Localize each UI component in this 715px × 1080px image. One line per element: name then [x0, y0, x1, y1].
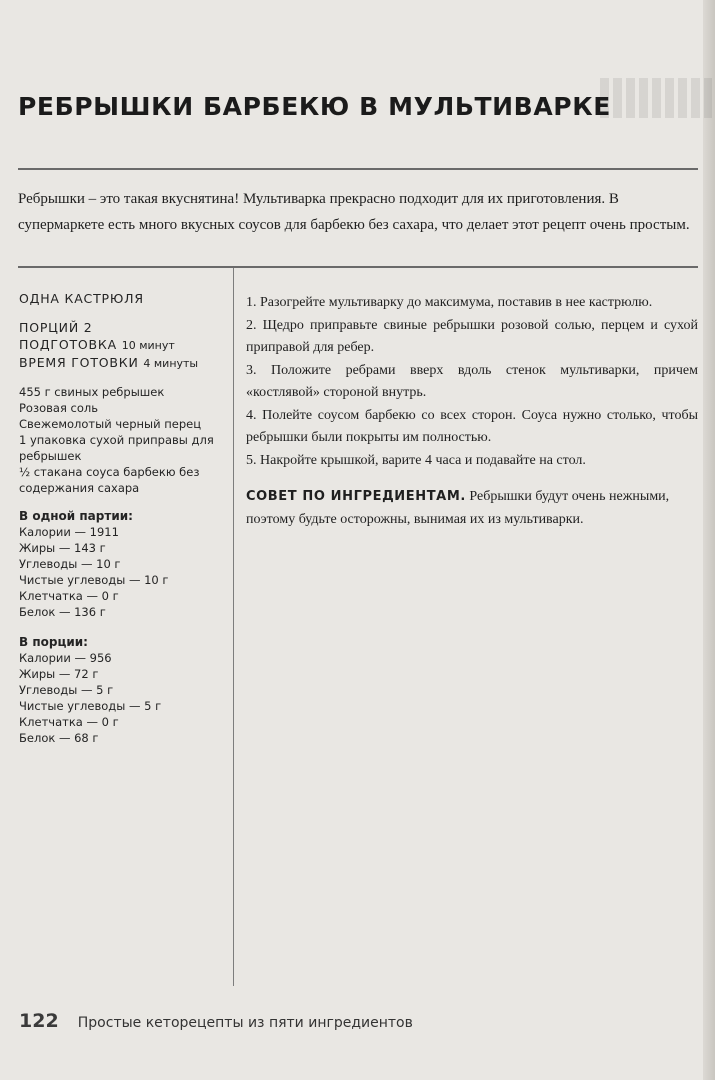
tip-text: Ребрышки будут очень нежными, поэтому будьте осторожны, вынимая их из мультиварки.	[246, 489, 670, 527]
step-item: 3. Положите ребрами вверх вдоль стенок мультиварки, причем «костлявой» стороной внутрь.	[246, 362, 698, 400]
nutrition-item: Чистые углеводы — 10 г	[19, 573, 169, 587]
recipe-intro: Ребрышки – это такая вкуснятина! Мультиварка прекрасно подходит для их приготовления. В супермаркете есть много вкусных соусов для барбекю без сахара, что делает этот рецепт очень простым.	[18, 191, 690, 233]
nutrition-serving-list	[19, 650, 229, 746]
book-title: Простые кеторецепты из пяти ингредиентов	[77, 1015, 413, 1031]
ingredient-item: Свежемолотый черный перец	[19, 417, 202, 431]
ingredient-list	[19, 384, 229, 496]
servings-row	[19, 319, 229, 336]
recipe-sidebar	[19, 290, 229, 760]
nutrition-batch-list	[19, 524, 229, 620]
step-list	[246, 292, 698, 472]
servings-label: ПОРЦИЙ	[19, 320, 79, 335]
nutrition-item: Жиры — 72 г	[19, 667, 99, 681]
column-divider	[233, 268, 234, 986]
nutrition-item: Белок — 68 г	[19, 731, 99, 745]
nutrition-batch-title: В одной партии:	[19, 509, 133, 523]
ingredient-item: 455 г свиных ребрышек	[19, 385, 165, 399]
recipe-category: ОДНА КАСТРЮЛЯ	[19, 291, 144, 306]
cook-value: 4 минуты	[143, 357, 199, 370]
nutrition-item: Чистые углеводы — 5 г	[19, 699, 162, 713]
nutrition-item: Клетчатка — 0 г	[19, 715, 119, 729]
nutrition-item: Клетчатка — 0 г	[19, 589, 119, 603]
nutrition-item: Белок — 136 г	[19, 605, 106, 619]
ingredient-item: ½ стакана соуса барбекю без содержания сахара	[19, 465, 200, 495]
show-through-text	[600, 78, 712, 118]
step-item: 4. Полейте соусом барбекю со всех сторон. Соуса нужно столько, чтобы ребрышки были покрыты им полностью.	[246, 407, 698, 445]
ingredient-tip	[246, 486, 698, 531]
page-footer	[19, 1010, 413, 1032]
step-item: 5. Накройте крышкой, варите 4 часа и подавайте на стол.	[246, 452, 586, 468]
nutrition-item: Калории — 1911	[19, 525, 119, 539]
tip-label: СОВЕТ ПО ИНГРЕДИЕНТАМ.	[246, 489, 466, 504]
nutrition-item: Углеводы — 10 г	[19, 557, 121, 571]
ingredient-item: Розовая соль	[19, 401, 99, 415]
recipe-title: РЕБРЫШКИ БАРБЕКЮ В МУЛЬТИВАРКЕ	[18, 92, 611, 121]
step-item: 1. Разогрейте мультиварку до максимума, поставив в нее кастрюлю.	[246, 295, 653, 310]
prep-row	[19, 336, 229, 354]
prep-label: ПОДГОТОВКА	[19, 337, 117, 352]
nutrition-item: Углеводы — 5 г	[19, 683, 114, 697]
step-item: 2. Щедро приправьте свиные ребрышки розовой солью, перцем и сухой приправой для ребер.	[246, 317, 698, 355]
recipe-meta	[19, 319, 229, 372]
recipe-instructions	[246, 292, 698, 545]
nutrition-item: Калории — 956	[19, 651, 112, 665]
nutrition-serving-title: В порции:	[19, 635, 88, 649]
page-edge	[703, 0, 715, 1080]
prep-value: 10 минут	[121, 339, 175, 352]
top-divider	[18, 168, 698, 170]
servings-value: 2	[83, 320, 93, 335]
nutrition-item: Жиры — 143 г	[19, 541, 106, 555]
cook-label: ВРЕМЯ ГОТОВКИ	[19, 355, 139, 370]
cook-row	[19, 354, 229, 372]
ingredient-item: 1 упаковка сухой приправы для ребрышек	[19, 433, 214, 463]
intro-divider	[18, 266, 698, 268]
page-number: 122	[19, 1010, 59, 1032]
